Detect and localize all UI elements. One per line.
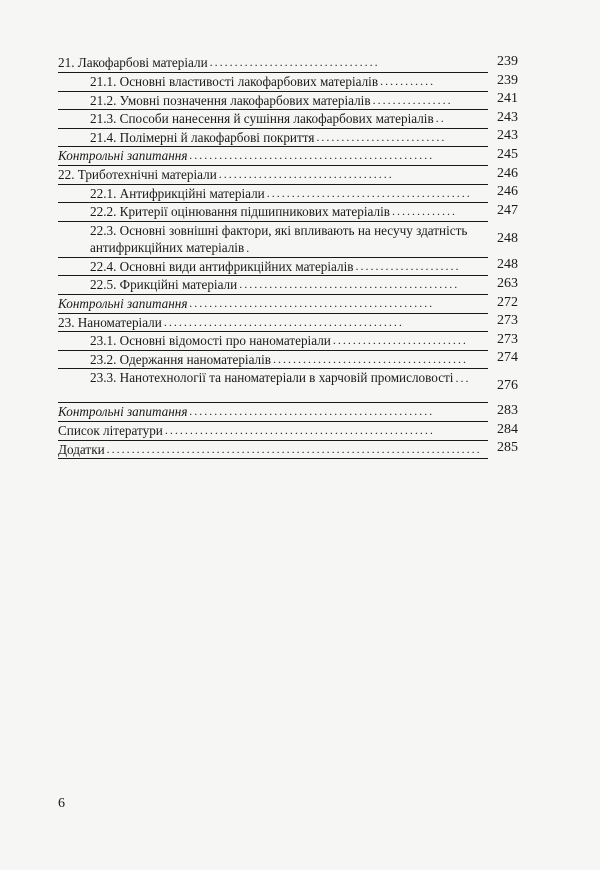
toc-leader-dots: ........... (380, 74, 436, 89)
toc-entry-page: 247 (497, 202, 518, 218)
toc-entry-title: 22.5. Фрикційні матеріали (90, 277, 238, 293)
toc-leader-dots: ............................................ (239, 277, 460, 292)
page-number: 6 (58, 796, 65, 811)
toc-leader-dots: ............. (391, 204, 457, 219)
toc-entry-title-line (58, 203, 488, 220)
toc-leader-dots: ................................................. (189, 148, 435, 163)
toc-entry-title: Контрольні запитання (58, 148, 188, 164)
toc-leader-dots: ................................... (218, 167, 394, 182)
toc-entry (58, 350, 518, 369)
toc-leader-dots: ................................................ (163, 314, 404, 329)
toc-entry-title: Контрольні запитання (58, 404, 188, 420)
toc-entry (58, 313, 518, 332)
toc-entry-title-line (58, 351, 488, 368)
toc-entry (58, 91, 518, 110)
toc-leader-dots: ......................................... (266, 185, 472, 200)
toc-leader-dots: ...................................................... (164, 423, 435, 437)
toc-entry-page: 243 (497, 109, 518, 125)
toc-entry-title-line (58, 129, 488, 146)
toc-entry-title: 22.3. Основні зовнішні фактори, які впливають на несучу здатність антифрикційних матеріалів (90, 222, 468, 255)
toc-entry-title-line (58, 73, 488, 90)
toc-leader-dots: . (246, 240, 252, 255)
toc-entry-title-line (58, 295, 488, 312)
toc-entry-page: 285 (497, 440, 518, 456)
toc-entry-title: 22.2. Критерії оцінювання підшипникових матеріалів (90, 204, 390, 220)
toc-entry-title: 23.1. Основні відомості про наноматеріали (90, 333, 331, 349)
toc-leader-dots: ... (455, 371, 471, 386)
toc-entry-title-line (58, 403, 488, 420)
toc-entry (58, 295, 518, 314)
toc-entry (58, 147, 518, 166)
toc-entry-title: 22.1. Антифрикційні матеріали (90, 185, 265, 201)
toc-entry-page: 263 (497, 275, 518, 291)
toc-leader-dots: .......................... (316, 129, 447, 144)
toc-entry-title: 21.2. Умовні позначення лакофарбових матеріалів (90, 92, 371, 108)
toc-entry-title: 23.2. Одержання наноматеріалів (90, 351, 272, 367)
toc-entry-page: 246 (497, 184, 518, 200)
toc-entry-page: 272 (497, 294, 518, 310)
toc-entry-title: 22. Триботехнічні матеріали (58, 167, 217, 183)
toc-entry (58, 203, 518, 222)
toc-entry-title: 21.1. Основні властивості лакофарбових матеріалів (90, 74, 379, 90)
toc-entry (58, 257, 518, 276)
toc-entry (58, 369, 518, 403)
toc-entry-page: 273 (497, 313, 518, 329)
toc-entry-page: 283 (497, 402, 518, 418)
toc-entry-title-line (58, 110, 488, 127)
toc-entry-title-line (58, 441, 488, 458)
toc-entry-page: 274 (497, 350, 518, 366)
toc-entry (58, 110, 518, 129)
toc-leader-dots: ....................................... (273, 351, 469, 366)
toc-entry-title: Додатки (58, 441, 105, 457)
toc-entry-title-line (58, 185, 488, 202)
toc-entry (58, 54, 518, 73)
toc-leader-dots: ..................... (355, 258, 461, 273)
table-of-contents (58, 54, 518, 459)
toc-leader-dots: ................ (372, 92, 453, 107)
toc-entry-title: 22.4. Основні види антифрикційних матеріалів (90, 258, 354, 274)
toc-entry (58, 440, 518, 459)
toc-entry-title-line (58, 422, 488, 439)
toc-entry-title-line (58, 369, 488, 387)
toc-entry-page: 239 (497, 72, 518, 88)
toc-entry-page: 245 (497, 146, 518, 162)
toc-entry-title: 23.3. Нанотехнології та наноматеріали в харчовій промисловості (90, 370, 454, 386)
toc-entry-title: 21.4. Полімерні й лакофарбові покриття (90, 129, 315, 145)
toc-entry-page: 248 (497, 257, 518, 273)
toc-entry-title-line (58, 332, 488, 349)
toc-entry-title: Список літератури (58, 423, 163, 438)
toc-entry-title-line (58, 166, 488, 183)
toc-entry-page: 276 (497, 377, 518, 393)
toc-entry-title: 23. Наноматеріали (58, 314, 162, 330)
toc-entry (58, 221, 518, 257)
toc-entry-title: 21. Лакофарбові матеріали (58, 55, 208, 70)
toc-entry-page: 246 (497, 165, 518, 181)
toc-leader-dots: ................................................. (189, 404, 435, 419)
toc-entry-title-line (58, 276, 488, 293)
toc-entry (58, 403, 518, 422)
toc-entry-page: 243 (497, 128, 518, 144)
toc-entry-page: 239 (497, 54, 518, 69)
toc-entry-title-line (58, 92, 488, 109)
toc-leader-dots: ................................................. (189, 296, 435, 311)
toc-entry (58, 422, 518, 441)
toc-leader-dots: .. (435, 111, 446, 126)
toc-entry-page: 273 (497, 331, 518, 347)
toc-entry-title-line (58, 258, 488, 275)
toc-entry-title-line (58, 222, 488, 257)
toc-entry (58, 166, 518, 185)
toc-leader-dots: ........................................................................... (106, 441, 482, 456)
toc-entry-page: 248 (497, 231, 518, 247)
toc-leader-dots: ........................... (332, 333, 468, 348)
toc-entry-title: 21.3. Способи нанесення й сушіння лакофарбових матеріалів (90, 111, 434, 127)
toc-entry (58, 184, 518, 203)
toc-entry-page: 284 (497, 421, 518, 437)
toc-entry (58, 128, 518, 147)
toc-entry-title-line (58, 147, 488, 164)
toc-entry-title-line (58, 314, 488, 331)
toc-entry (58, 73, 518, 92)
toc-entry (58, 332, 518, 351)
toc-leader-dots: .................................. (209, 55, 380, 69)
toc-entry-title: Контрольні запитання (58, 296, 188, 312)
toc-entry (58, 276, 518, 295)
toc-entry-page: 241 (497, 91, 518, 107)
toc-entry-title-line (58, 54, 488, 71)
